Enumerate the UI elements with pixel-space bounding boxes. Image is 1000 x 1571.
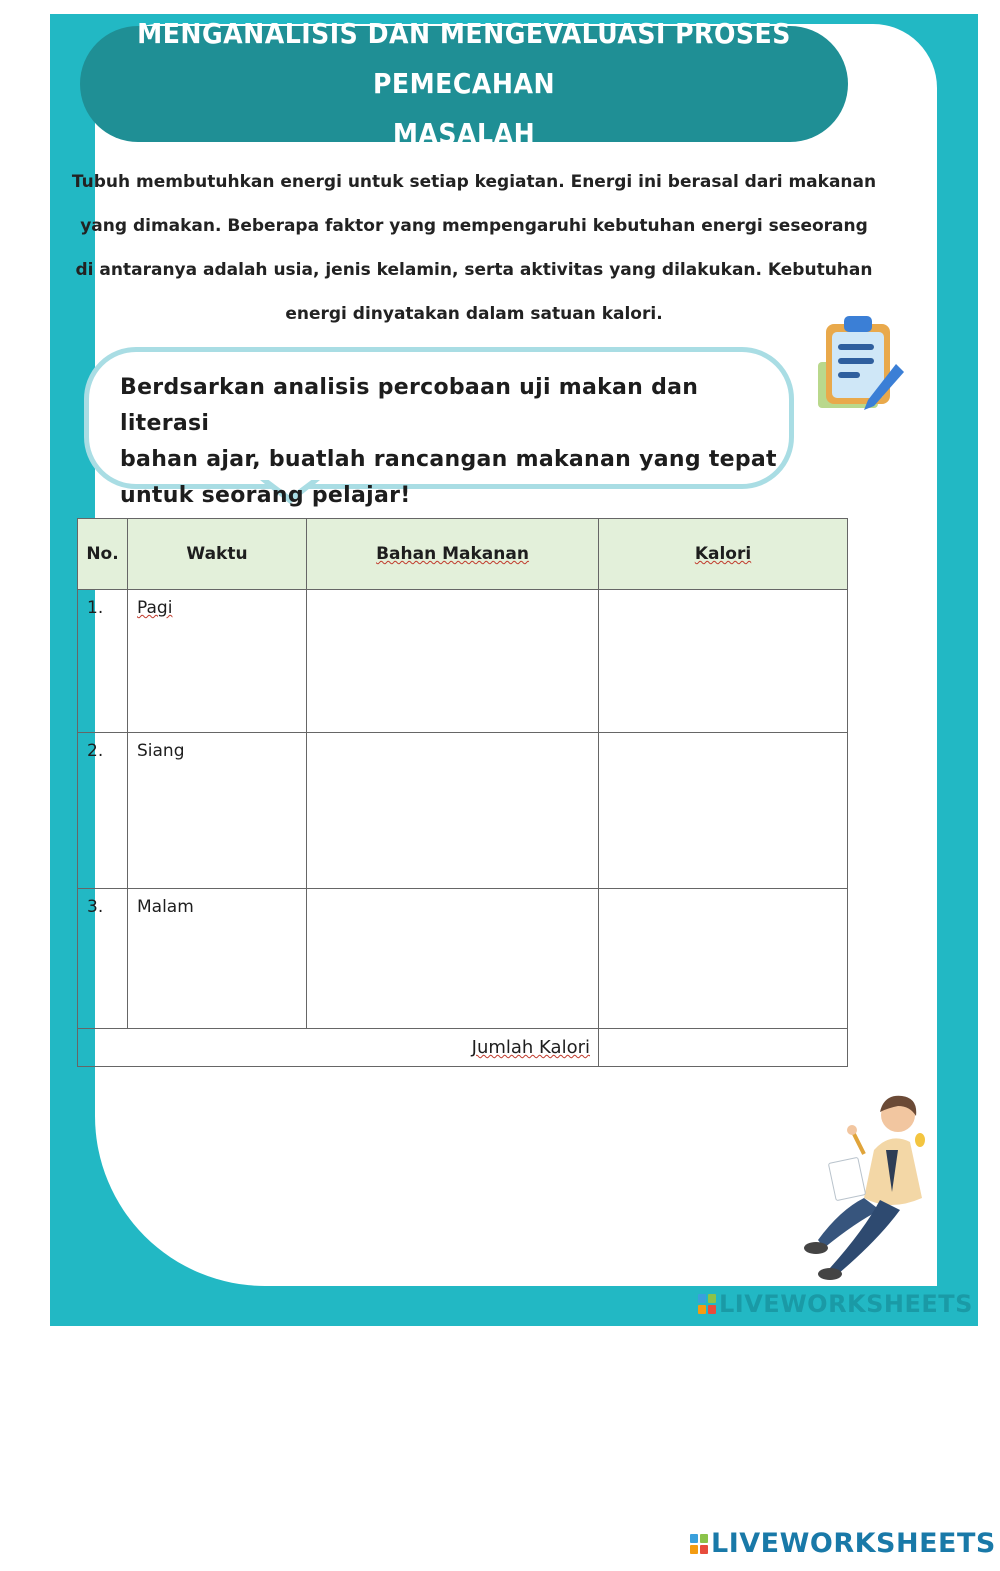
table-total-row [78,1029,848,1067]
title-line-1: MENGANALISIS DAN MENGEVALUASI PROSES PEMECAHAN [137,17,791,100]
cell-waktu [128,889,307,1029]
liveworksheets-logo-icon [690,1534,708,1554]
total-label-cell [78,1029,599,1067]
meal-plan-table [77,518,848,1067]
header-bahan-makanan [307,519,599,590]
cell-kalori[interactable] [599,733,848,889]
intro-line: energi dinyatakan dalam satuan kalori. [285,304,663,324]
header-waktu: Waktu [128,519,307,590]
row-food[interactable] [307,590,598,598]
instruction-line: Berdsarkan analisis percobaan uji makan dan literasi [120,375,699,436]
brand-footer[interactable] [690,1528,996,1559]
row-calories[interactable] [599,889,847,897]
cell-bahan-makanan[interactable] [307,889,599,1029]
row-calories[interactable] [599,733,847,741]
total-label [78,1037,598,1058]
header-kalori [599,519,848,590]
cell-waktu [128,590,307,733]
instruction-text [120,370,780,514]
intro-line: yang dimakan. Beberapa faktor yang mempengaruhi kebutuhan energi seseorang [80,216,868,236]
cell-waktu [128,733,307,889]
brand-text: LIVEWORKSHEETS [711,1528,996,1559]
table-row [78,590,848,733]
header-kalori-label: Kalori [694,544,752,564]
cell-no [78,889,128,1029]
table-header-row [78,519,848,590]
row-time [128,590,306,618]
row-calories[interactable] [599,590,847,598]
brand-watermark-inner [698,1290,973,1318]
page-title [84,9,844,159]
row-number: 1. [87,598,104,618]
student-reading-illustration [760,1090,960,1320]
intro-paragraph [64,160,884,336]
total-value-cell[interactable] [599,1029,848,1067]
cell-no [78,590,128,733]
cell-bahan-makanan[interactable] [307,590,599,733]
row-number: 2. [87,741,104,761]
instruction-line: bahan ajar, buatlah rancangan makanan yang tepat [120,447,777,472]
cell-bahan-makanan[interactable] [307,733,599,889]
clipboard-pen-icon [808,302,908,422]
row-food[interactable] [307,889,598,897]
row-time: Malam [137,897,194,917]
intro-line: Tubuh membutuhkan energi untuk setiap kegiatan. Energi ini berasal dari makanan [71,172,877,192]
liveworksheets-logo-icon [698,1294,716,1314]
cell-no [78,733,128,889]
header-bahan-label: Bahan Makanan [376,544,529,564]
table-row [78,889,848,1029]
total-label-text: Jumlah Kalori [471,1037,590,1058]
cell-kalori[interactable] [599,889,848,1029]
row-number: 3. [87,897,104,917]
row-time-label: Pagi [137,598,173,618]
total-calories[interactable] [599,1044,847,1052]
title-banner [80,17,848,150]
table-row [78,733,848,889]
cell-kalori[interactable] [599,590,848,733]
instruction-line: untuk seorang pelajar! [120,483,411,508]
title-line-2: MASALAH [392,117,536,150]
header-no: No. [78,519,128,590]
row-food[interactable] [307,733,598,741]
row-time: Siang [137,741,185,761]
brand-text: LIVEWORKSHEETS [719,1290,973,1318]
intro-line: di antaranya adalah usia, jenis kelamin, serta aktivitas yang dilakukan. Kebutuhan [75,260,873,280]
